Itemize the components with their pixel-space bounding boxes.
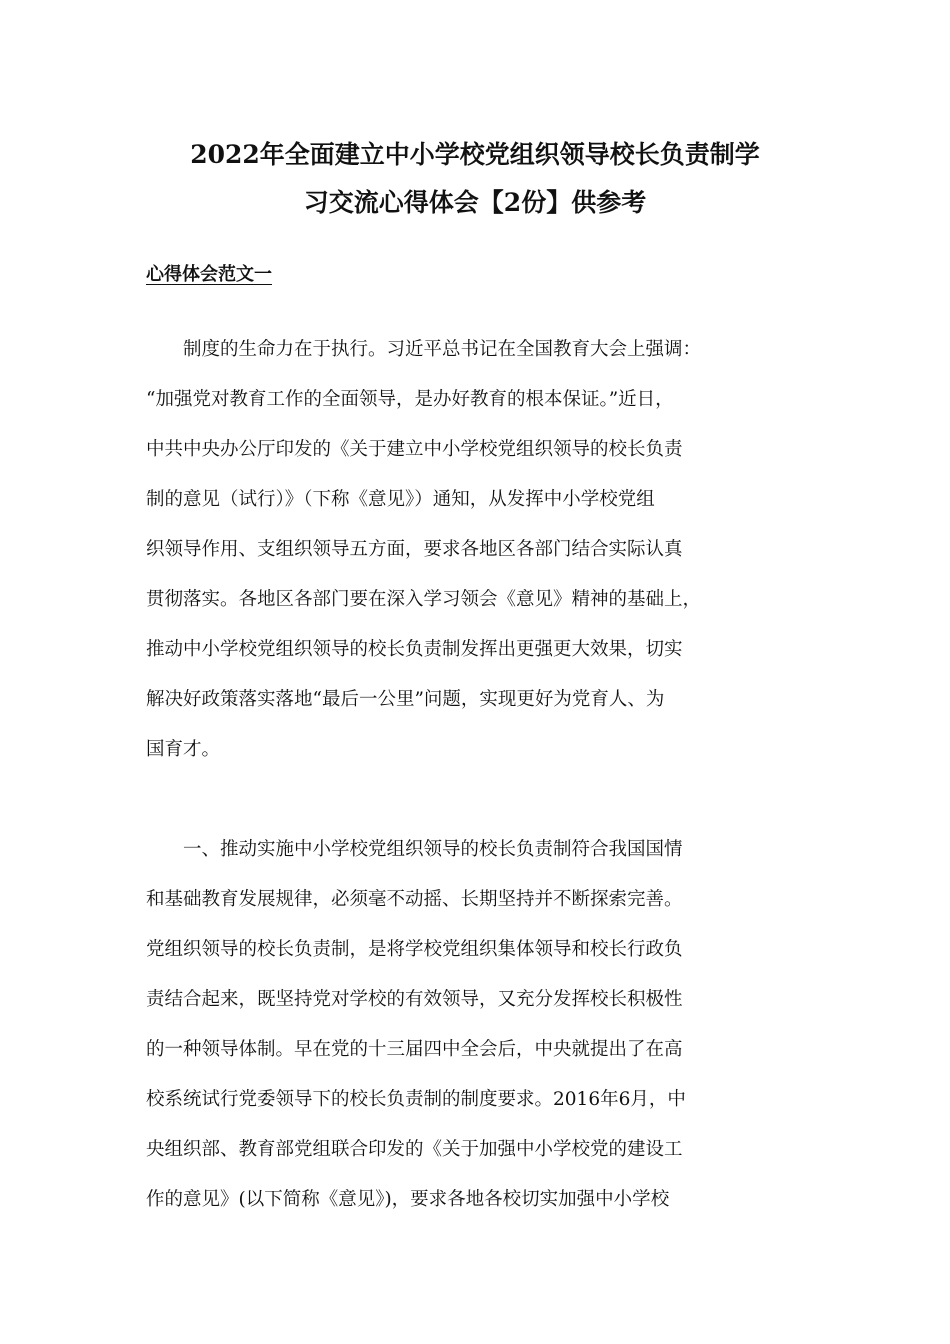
paragraph-1-line-2: “加强党对教育工作的全面领导，是办好教育的根本保证。”近日， <box>146 389 674 410</box>
document-title-line-2: 习交流心得体会【2份】供参考 <box>303 188 647 217</box>
paragraph-1-line-4: 制的意见（试行）》（下称《意见》）通知，从发挥中小学校党组 <box>146 489 655 510</box>
paragraph-2-line-6: 校系统试行党委领导下的校长负责制的制度要求。2016年6月，中 <box>146 1089 686 1110</box>
section-heading: 心得体会范文一 <box>146 264 272 285</box>
paragraph-1-line-3: 中共中央办公厅印发的《关于建立中小学校党组织领导的校长负责 <box>146 439 683 460</box>
paragraph-1-line-1: 制度的生命力在于执行。习近平总书记在全国教育大会上强调： <box>183 339 702 360</box>
paragraph-1-line-8: 解决好政策落实落地“最后一公里”问题，实现更好为党育人、为 <box>146 689 665 710</box>
paragraph-1-line-9: 国育才。 <box>146 739 221 760</box>
document-title-line-1: 2022年全面建立中小学校党组织领导校长负责制学 <box>190 140 760 169</box>
paragraph-1-line-6: 贯彻落实。各地区各部门要在深入学习领会《意见》精神的基础上， <box>146 589 702 610</box>
paragraph-2-line-7: 央组织部、教育部党组联合印发的《关于加强中小学校党的建设工 <box>146 1139 683 1160</box>
paragraph-2-line-5: 的一种领导体制。早在党的十三届四中全会后，中央就提出了在高 <box>146 1039 683 1060</box>
paragraph-2-line-1: 一、推动实施中小学校党组织领导的校长负责制符合我国国情 <box>183 839 683 860</box>
paragraph-1-line-5: 织领导作用、支组织领导五方面，要求各地区各部门结合实际认真 <box>146 539 683 560</box>
paragraph-1-line-7: 推动中小学校党组织领导的校长负责制发挥出更强更大效果，切实 <box>146 639 683 660</box>
paragraph-2-line-3: 党组织领导的校长负责制，是将学校党组织集体领导和校长行政负 <box>146 939 683 960</box>
paragraph-2-line-2: 和基础教育发展规律，必须毫不动摇、长期坚持并不断探索完善。 <box>146 889 683 910</box>
paragraph-2-line-8: 作的意见》(以下简称《意见》)，要求各地各校切实加强中小学校 <box>146 1189 670 1210</box>
paragraph-2-line-4: 责结合起来，既坚持党对学校的有效领导，又充分发挥校长积极性 <box>146 989 683 1010</box>
